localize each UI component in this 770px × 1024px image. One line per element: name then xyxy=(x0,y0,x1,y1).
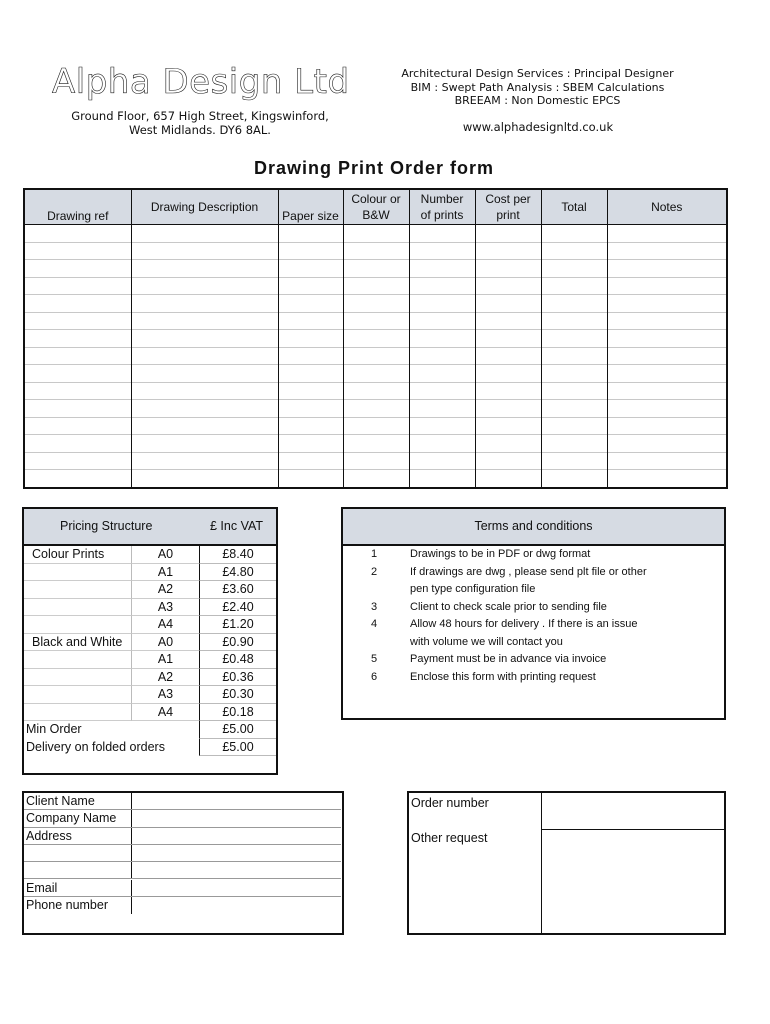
col-header-notes: Notes xyxy=(607,189,727,225)
table-cell[interactable] xyxy=(607,452,727,470)
table-row xyxy=(24,242,727,260)
table-cell[interactable] xyxy=(278,242,343,260)
table-cell[interactable] xyxy=(409,382,475,400)
col-header-number xyxy=(409,189,475,225)
table-cell[interactable] xyxy=(475,365,541,383)
table-cell[interactable] xyxy=(475,312,541,330)
table-cell[interactable] xyxy=(24,452,131,470)
other-request-label: Other request xyxy=(411,831,488,845)
table-cell[interactable] xyxy=(278,260,343,278)
client-field-input[interactable] xyxy=(131,810,341,826)
table-cell[interactable] xyxy=(24,242,131,260)
table-cell[interactable] xyxy=(131,242,278,260)
table-cell[interactable] xyxy=(24,417,131,435)
pricing-price: £0.36 xyxy=(199,669,276,687)
pricing-size: A1 xyxy=(132,564,199,582)
table-cell[interactable] xyxy=(607,260,727,278)
table-cell[interactable] xyxy=(24,435,131,453)
pricing-price: £2.40 xyxy=(199,599,276,617)
company-logo: Alpha Design Ltd xyxy=(52,62,350,102)
term-number: 5 xyxy=(371,653,378,665)
pricing-size: A2 xyxy=(132,669,199,687)
table-cell[interactable] xyxy=(131,400,278,418)
table-cell[interactable] xyxy=(475,330,541,348)
pricing-price: £0.30 xyxy=(199,686,276,704)
table-cell[interactable] xyxy=(541,365,607,383)
table-cell[interactable] xyxy=(607,365,727,383)
pricing-category xyxy=(24,581,132,599)
term-line xyxy=(343,581,723,599)
term-number: 1 xyxy=(371,548,378,560)
order-box xyxy=(407,791,726,935)
form-title: Drawing Print Order form xyxy=(253,158,495,178)
term-number: 6 xyxy=(371,670,378,683)
table-cell[interactable] xyxy=(541,225,607,243)
client-field-input[interactable] xyxy=(131,845,341,861)
client-row xyxy=(24,845,341,862)
pricing-category xyxy=(24,704,132,722)
table-cell[interactable] xyxy=(24,295,131,313)
table-cell[interactable] xyxy=(607,382,727,400)
table-cell[interactable] xyxy=(541,400,607,418)
col-header-colour xyxy=(343,189,409,225)
table-row xyxy=(24,260,727,278)
table-cell[interactable] xyxy=(409,417,475,435)
table-cell[interactable] xyxy=(278,330,343,348)
pricing-category xyxy=(24,564,132,582)
table-cell[interactable] xyxy=(131,452,278,470)
term-line xyxy=(343,564,723,582)
table-cell[interactable] xyxy=(475,452,541,470)
table-cell[interactable] xyxy=(541,312,607,330)
table-cell[interactable] xyxy=(607,330,727,348)
table-cell[interactable] xyxy=(343,295,409,313)
table-cell[interactable] xyxy=(541,452,607,470)
pricing-category xyxy=(24,686,132,704)
col-header-colour-line1: Colour or xyxy=(351,192,401,206)
pricing-row xyxy=(24,686,276,704)
term-number: 3 xyxy=(371,600,378,613)
table-cell[interactable] xyxy=(24,330,131,348)
table-cell[interactable] xyxy=(278,277,343,295)
address-line-1: Ground Floor, 657 High Street, Kingswinford, xyxy=(71,109,329,123)
table-row xyxy=(24,417,727,435)
pricing-price: £8.40 xyxy=(199,546,276,564)
term-number: 4 xyxy=(371,618,378,630)
table-cell[interactable] xyxy=(343,277,409,295)
term-line xyxy=(343,634,723,652)
term-text: If drawings are dwg , please send plt file or other xyxy=(410,565,647,578)
table-cell[interactable] xyxy=(541,295,607,313)
client-field-input[interactable] xyxy=(131,897,341,914)
table-cell[interactable] xyxy=(131,330,278,348)
table-cell[interactable] xyxy=(409,435,475,453)
table-cell[interactable] xyxy=(475,295,541,313)
table-cell[interactable] xyxy=(475,400,541,418)
client-field-input[interactable] xyxy=(131,880,341,896)
table-cell[interactable] xyxy=(131,470,278,488)
client-field-input[interactable] xyxy=(131,793,341,809)
pricing-category xyxy=(24,546,132,564)
pricing-size: A4 xyxy=(132,616,199,634)
table-cell[interactable] xyxy=(409,365,475,383)
client-field-input[interactable] xyxy=(131,828,341,844)
table-cell[interactable] xyxy=(343,225,409,243)
table-cell[interactable] xyxy=(475,242,541,260)
table-cell[interactable] xyxy=(343,435,409,453)
pricing-row xyxy=(24,581,276,599)
table-cell[interactable] xyxy=(278,365,343,383)
table-cell[interactable] xyxy=(475,470,541,488)
table-cell[interactable] xyxy=(278,417,343,435)
client-field-label: Phone number xyxy=(26,897,109,912)
table-cell[interactable] xyxy=(343,330,409,348)
term-text: Allow 48 hours for delivery . If there is an issue xyxy=(410,618,638,630)
table-cell[interactable] xyxy=(409,225,475,243)
table-cell[interactable] xyxy=(131,417,278,435)
table-cell[interactable] xyxy=(541,435,607,453)
table-cell[interactable] xyxy=(343,452,409,470)
terms-header: Terms and conditions xyxy=(343,509,724,546)
pricing-header xyxy=(24,509,276,546)
table-row xyxy=(24,470,727,488)
term-text: pen type configuration file xyxy=(410,583,536,595)
pricing-category-label: Colour Prints xyxy=(32,547,105,561)
table-cell[interactable] xyxy=(24,347,131,365)
table-cell[interactable] xyxy=(131,382,278,400)
table-cell[interactable] xyxy=(607,435,727,453)
table-cell[interactable] xyxy=(278,347,343,365)
table-cell[interactable] xyxy=(24,365,131,383)
pricing-size: A0 xyxy=(132,546,199,564)
client-field-label: Address xyxy=(26,828,72,843)
company-website: www.alphadesignltd.co.uk xyxy=(462,120,614,134)
pricing-category xyxy=(24,669,132,687)
table-cell[interactable] xyxy=(24,260,131,278)
table-cell[interactable] xyxy=(343,470,409,488)
table-cell[interactable] xyxy=(409,295,475,313)
table-cell[interactable] xyxy=(541,242,607,260)
table-cell[interactable] xyxy=(475,347,541,365)
table-cell[interactable] xyxy=(278,382,343,400)
term-line xyxy=(343,599,723,617)
pricing-header-vat: £ Inc VAT xyxy=(210,519,264,533)
table-cell[interactable] xyxy=(343,260,409,278)
pricing-row xyxy=(24,651,276,669)
term-line xyxy=(343,651,723,669)
table-cell[interactable] xyxy=(409,260,475,278)
company-services xyxy=(380,67,695,108)
table-row xyxy=(24,295,727,313)
order-number-field[interactable] xyxy=(542,793,724,829)
col-header-drawing-ref: Drawing ref xyxy=(24,189,131,225)
services-line-2: BIM : Swept Path Analysis : SBEM Calculations xyxy=(410,80,665,94)
table-cell[interactable] xyxy=(475,260,541,278)
col-header-number-line2: of prints xyxy=(420,208,464,222)
table-cell[interactable] xyxy=(475,277,541,295)
table-cell[interactable] xyxy=(131,295,278,313)
term-line xyxy=(343,616,723,634)
pricing-size: A1 xyxy=(132,651,199,669)
pricing-structure-box xyxy=(22,507,278,775)
table-cell[interactable] xyxy=(343,347,409,365)
term-text: with volume we will contact you xyxy=(410,635,563,648)
table-cell[interactable] xyxy=(24,400,131,418)
table-cell[interactable] xyxy=(278,452,343,470)
pricing-row xyxy=(24,616,276,634)
pricing-category xyxy=(24,634,132,652)
table-header-row xyxy=(24,189,727,225)
table-cell[interactable] xyxy=(409,452,475,470)
term-text: Enclose this form with printing request xyxy=(410,670,596,683)
table-cell[interactable] xyxy=(409,330,475,348)
table-cell[interactable] xyxy=(541,417,607,435)
pricing-price: £0.90 xyxy=(199,634,276,652)
min-order-price: £5.00 xyxy=(199,721,276,739)
client-row xyxy=(24,897,341,914)
pricing-row xyxy=(24,634,276,652)
table-cell[interactable] xyxy=(343,242,409,260)
table-cell[interactable] xyxy=(409,347,475,365)
table-cell[interactable] xyxy=(541,470,607,488)
other-request-field[interactable] xyxy=(542,830,724,933)
pricing-category xyxy=(24,616,132,634)
pricing-category xyxy=(24,651,132,669)
delivery-row xyxy=(24,739,276,757)
table-cell[interactable] xyxy=(607,400,727,418)
drawing-order-table xyxy=(23,188,728,489)
pricing-size: A0 xyxy=(132,634,199,652)
table-cell[interactable] xyxy=(131,225,278,243)
table-cell[interactable] xyxy=(278,225,343,243)
pricing-row xyxy=(24,599,276,617)
col-header-description: Drawing Description xyxy=(131,189,278,225)
table-cell[interactable] xyxy=(607,225,727,243)
delivery-label: Delivery on folded orders xyxy=(26,739,165,754)
table-cell[interactable] xyxy=(475,417,541,435)
table-cell[interactable] xyxy=(131,277,278,295)
pricing-size: A3 xyxy=(132,599,199,617)
pricing-size: A4 xyxy=(132,704,199,722)
table-cell[interactable] xyxy=(24,225,131,243)
term-line xyxy=(343,546,723,564)
table-cell[interactable] xyxy=(278,470,343,488)
pricing-price: £0.18 xyxy=(199,704,276,722)
table-cell[interactable] xyxy=(541,382,607,400)
table-cell[interactable] xyxy=(541,277,607,295)
pricing-price: £3.60 xyxy=(199,581,276,599)
col-header-paper-size: Paper size xyxy=(278,189,343,225)
table-cell[interactable] xyxy=(278,400,343,418)
order-number-label: Order number xyxy=(411,796,489,810)
table-row xyxy=(24,365,727,383)
table-cell[interactable] xyxy=(409,470,475,488)
table-cell[interactable] xyxy=(607,312,727,330)
table-cell[interactable] xyxy=(409,312,475,330)
table-row xyxy=(24,382,727,400)
client-row xyxy=(24,880,341,897)
services-line-3: BREEAM : Non Domestic EPCS xyxy=(454,94,621,107)
table-cell[interactable] xyxy=(475,225,541,243)
company-address xyxy=(50,109,350,137)
col-header-colour-line2: B&W xyxy=(362,208,390,222)
table-cell[interactable] xyxy=(607,242,727,260)
services-line-1: Architectural Design Services : Principal Designer xyxy=(401,67,674,80)
delivery-price: £5.00 xyxy=(199,739,276,757)
table-row xyxy=(24,435,727,453)
client-field-input[interactable] xyxy=(131,862,341,878)
term-line xyxy=(343,669,723,687)
col-header-cost-line2: print xyxy=(496,208,520,222)
table-cell[interactable] xyxy=(475,382,541,400)
table-cell[interactable] xyxy=(131,260,278,278)
table-cell[interactable] xyxy=(343,400,409,418)
pricing-size: A3 xyxy=(132,686,199,704)
col-header-cost-line1: Cost per xyxy=(485,192,531,206)
table-cell[interactable] xyxy=(607,347,727,365)
pricing-size: A2 xyxy=(132,581,199,599)
address-line-2: West Midlands. DY6 8AL. xyxy=(129,123,271,137)
table-row xyxy=(24,312,727,330)
client-row xyxy=(24,810,341,827)
table-cell[interactable] xyxy=(24,470,131,488)
pricing-category xyxy=(24,599,132,617)
table-cell[interactable] xyxy=(343,365,409,383)
table-cell[interactable] xyxy=(607,277,727,295)
table-cell[interactable] xyxy=(541,330,607,348)
table-row xyxy=(24,452,727,470)
pricing-row xyxy=(24,669,276,687)
col-header-cost xyxy=(475,189,541,225)
table-cell[interactable] xyxy=(131,365,278,383)
client-field-label: Email xyxy=(26,880,58,895)
term-text: Client to check scale prior to sending file xyxy=(410,600,607,613)
min-order-row xyxy=(24,721,276,739)
table-cell[interactable] xyxy=(24,277,131,295)
client-row xyxy=(24,828,341,845)
table-cell[interactable] xyxy=(343,312,409,330)
table-cell[interactable] xyxy=(24,382,131,400)
pricing-header-label: Pricing Structure xyxy=(60,519,153,533)
pricing-price: £1.20 xyxy=(199,616,276,634)
client-details-box xyxy=(22,791,344,935)
table-cell[interactable] xyxy=(343,417,409,435)
col-header-total: Total xyxy=(541,189,607,225)
table-cell[interactable] xyxy=(278,295,343,313)
pricing-row xyxy=(24,564,276,582)
table-cell[interactable] xyxy=(607,470,727,488)
pricing-row xyxy=(24,704,276,722)
table-cell[interactable] xyxy=(607,295,727,313)
pricing-price: £0.48 xyxy=(199,651,276,669)
table-cell[interactable] xyxy=(409,400,475,418)
pricing-row xyxy=(24,546,276,564)
client-row xyxy=(24,793,341,810)
client-row xyxy=(24,862,341,879)
term-text: Drawings to be in PDF or dwg format xyxy=(410,548,591,560)
table-row xyxy=(24,225,727,243)
table-row xyxy=(24,277,727,295)
client-field-label: Client Name xyxy=(26,794,95,808)
table-cell[interactable] xyxy=(24,312,131,330)
client-field-label: Company Name xyxy=(26,811,117,826)
table-cell[interactable] xyxy=(278,312,343,330)
pricing-price: £4.80 xyxy=(199,564,276,582)
table-cell[interactable] xyxy=(541,260,607,278)
table-row xyxy=(24,347,727,365)
col-header-number-line1: Number xyxy=(420,192,464,206)
table-cell[interactable] xyxy=(475,435,541,453)
table-cell[interactable] xyxy=(409,277,475,295)
table-cell[interactable] xyxy=(409,242,475,260)
term-text: Payment must be in advance via invoice xyxy=(410,653,607,665)
table-cell[interactable] xyxy=(343,382,409,400)
pricing-category-label: Black and White xyxy=(32,634,123,649)
terms-box xyxy=(341,507,726,720)
table-cell[interactable] xyxy=(131,347,278,365)
table-cell[interactable] xyxy=(541,347,607,365)
table-cell[interactable] xyxy=(131,312,278,330)
term-number: 2 xyxy=(371,565,378,578)
min-order-label: Min Order xyxy=(26,722,82,736)
table-cell[interactable] xyxy=(278,435,343,453)
table-cell[interactable] xyxy=(607,417,727,435)
table-row xyxy=(24,330,727,348)
table-row xyxy=(24,400,727,418)
table-cell[interactable] xyxy=(131,435,278,453)
